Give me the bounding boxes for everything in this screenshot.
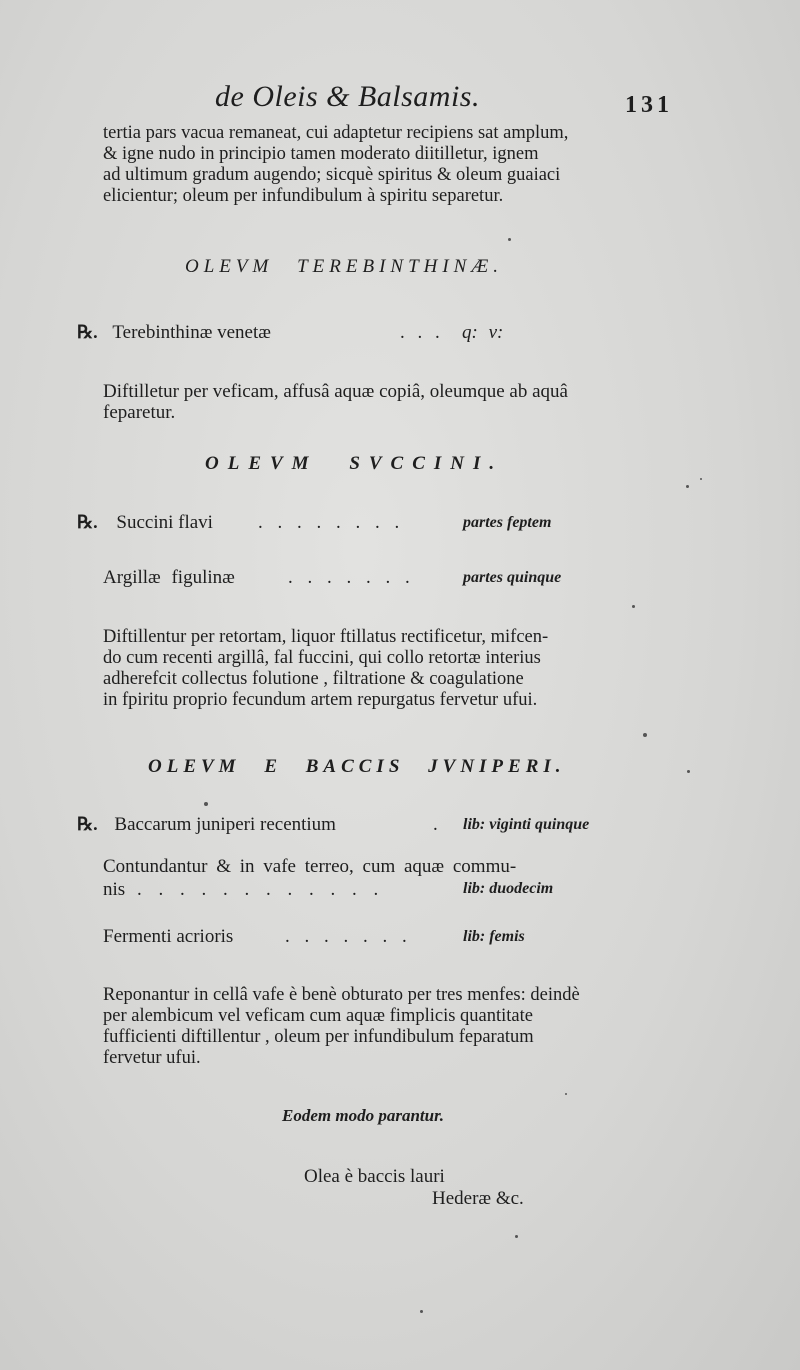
paper-speck: [687, 770, 690, 773]
text-line: Diftillentur per retortam, liquor ftillatus rectificetur, mifcen-: [103, 627, 549, 647]
ingredient-name: Fermenti acrioris: [103, 926, 234, 947]
ingredient-line: Contundantur & in vafe terreo, cum aquæ commu-: [103, 856, 517, 877]
paper-speck: [204, 802, 208, 806]
paper-speck: [700, 478, 702, 480]
paper-speck: [420, 1310, 423, 1313]
recipe-line-juniperi: [77, 814, 336, 836]
ingredient-quantity: partes quinque: [463, 569, 562, 586]
text-line: tertia pars vacua remaneat, cui adaptetur recipiens sat amplum,: [103, 123, 569, 143]
leader-dots: .: [433, 814, 438, 835]
section-title-juniperi: OLEVM E BACCIS JVNIPERI.: [148, 756, 566, 777]
paper-speck: [515, 1235, 518, 1238]
recipe-symbol: ℞.: [77, 322, 98, 342]
closing-note: Eodem modo parantur.: [282, 1106, 445, 1125]
text-line: do cum recenti argillâ, fal fuccini, qui collo retortæ interius: [103, 648, 541, 668]
ingredient-name: Succini flavi: [116, 512, 213, 533]
running-header-title: de Oleis & Balsamis.: [215, 80, 480, 113]
paper-speck: [643, 733, 647, 737]
closing-line: Hederæ &c.: [432, 1188, 524, 1209]
text-line: per alembicum vel veficam cum aquæ fimplicis quantitate: [103, 1006, 533, 1026]
page-number: 131: [625, 92, 673, 118]
text-line: elicientur; oleum per infundibulum à spiritu separetur.: [103, 186, 504, 206]
text-line: fufficienti diftillentur , oleum per infundibulum feparatum: [103, 1027, 534, 1047]
paper-speck: [632, 605, 635, 608]
recipe-symbol: ℞.: [77, 512, 98, 532]
recipe-symbol: ℞.: [77, 814, 98, 834]
recipe-line-succini: [77, 512, 213, 534]
leader-dots: . . . . . . .: [285, 926, 412, 947]
text-line: ad ultimum gradum augendo; sicquè spiritus & oleum guaiaci: [103, 165, 561, 185]
instructions-succini: [103, 627, 548, 711]
ingredient-name: Baccarum juniperi recentium: [114, 814, 336, 835]
ingredient-name: Argillæ figulinæ: [103, 567, 235, 588]
recipe-line-terebinthinae: [77, 322, 271, 344]
leader-dots: . . . . . . . . . . . .: [137, 879, 385, 900]
leader-dots: . . . . . . . .: [258, 512, 405, 533]
leader-dots: . . .: [400, 322, 444, 343]
text-line: in fpiritu proprio fecundum artem repurgatus fervetur ufui.: [103, 690, 538, 710]
intro-paragraph: [103, 123, 568, 207]
section-title-terebinthinae: OLEVM TEREBINTHINÆ.: [185, 256, 503, 277]
section-title-succini: OLEVM SVCCINI.: [205, 453, 504, 474]
ingredient-quantity: partes feptem: [463, 514, 552, 531]
paper-speck: [565, 1093, 567, 1095]
closing-line: Olea è baccis lauri: [304, 1166, 445, 1187]
text-line: & igne nudo in principio tamen moderato diitilletur, ignem: [103, 144, 539, 164]
text-line: feparetur.: [103, 402, 176, 423]
instructions-juniperi: [103, 985, 580, 1069]
ingredient-quantity: q: v:: [462, 322, 504, 343]
ingredient-quantity: lib: viginti quinque: [463, 816, 590, 833]
ingredient-line: nis: [103, 879, 126, 900]
ingredient-quantity: lib: duodecim: [463, 880, 554, 897]
text-line: Reponantur in cellâ vafe è benè obturato per tres menfes: deindè: [103, 985, 580, 1005]
ingredient-quantity: lib: femis: [463, 928, 525, 945]
paper-speck: [508, 238, 511, 241]
text-line: fervetur ufui.: [103, 1048, 201, 1068]
text-line: adherefcit collectus folutione , filtratione & coagulatione: [103, 669, 524, 689]
text-line: Diftilletur per veficam, affusâ aquæ copiâ, oleumque ab aquâ: [103, 381, 568, 402]
ingredient-name: Terebinthinæ venetæ: [112, 322, 271, 343]
paper-speck: [686, 485, 689, 488]
instructions-terebinthinae: [103, 381, 568, 423]
leader-dots: . . . . . . .: [288, 567, 415, 588]
